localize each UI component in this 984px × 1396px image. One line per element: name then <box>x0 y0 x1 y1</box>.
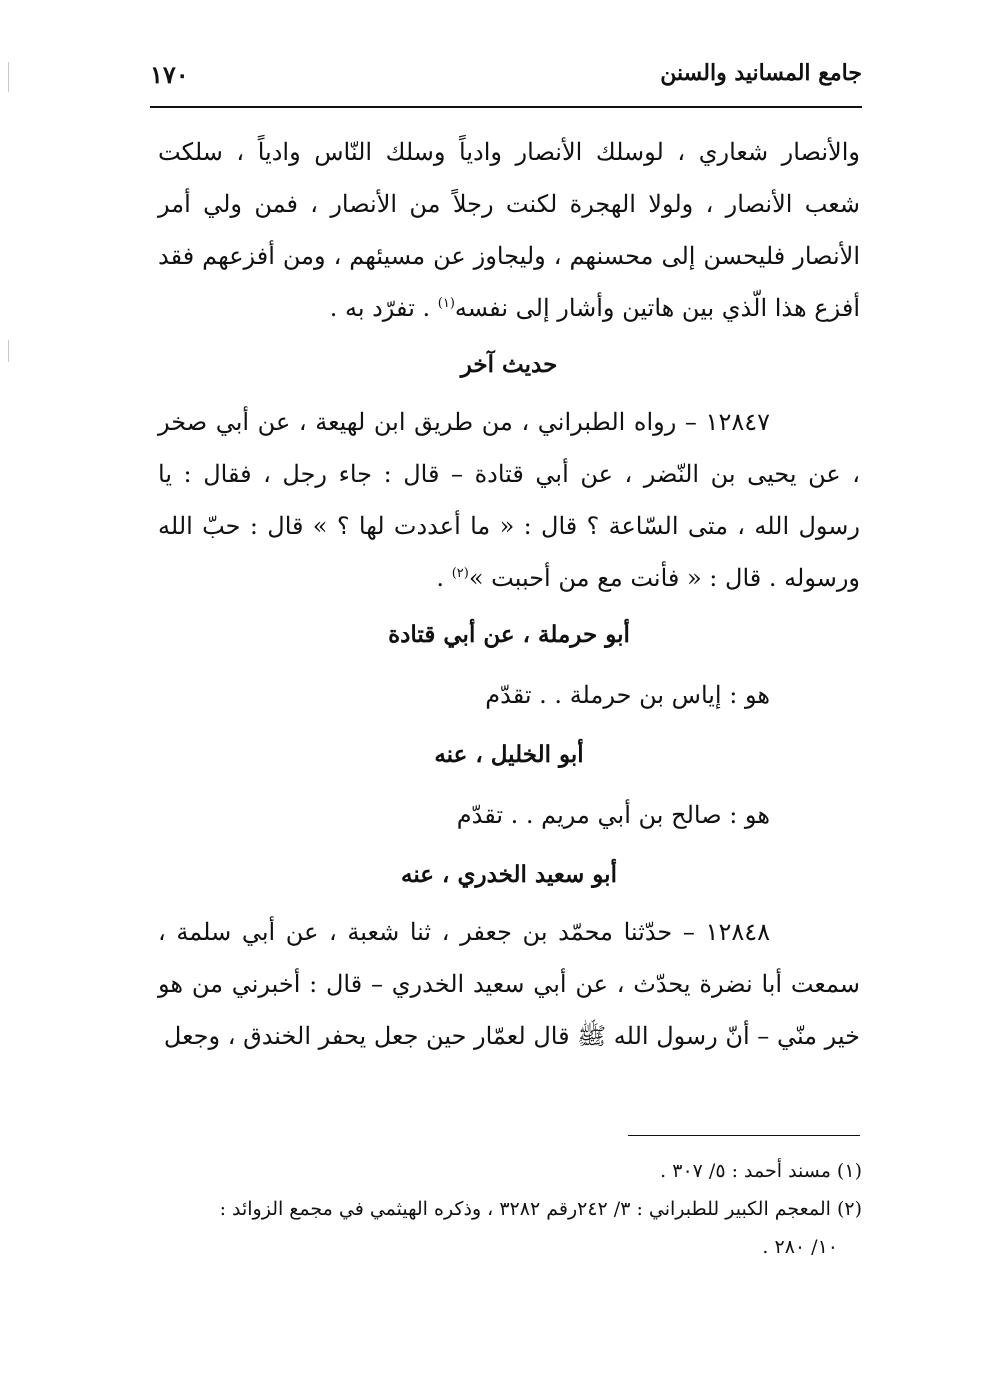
paragraph-hadith-ansar <box>158 126 860 334</box>
footnotes <box>150 1152 862 1266</box>
footnote-separator <box>628 1135 860 1136</box>
scan-margin-mark <box>8 62 9 92</box>
footnote-1: (١) مسند أحمد : ٥/ ٣٠٧ . <box>660 1160 862 1182</box>
paragraph-cross-reference: هو : إياس بن حرملة . . تقدّم <box>485 681 770 709</box>
header-rule <box>150 106 862 108</box>
footnote-2-continuation: ١٠/ ٢٨٠ . <box>762 1236 838 1258</box>
paragraph-text: ١٢٨٤٧ – رواه الطبراني ، من طريق ابن لهيعة ، عن أبي صخر ، عن يحيى بن النّضر ، عن أبي قتادة – قال : جاء رجل ، فقال : يا رسول الله ، متى السّاعة ؟ قال : « ما أعددت لها ؟ » قال : حبّ الله ورسوله . قال : « فأنت مع من أحببت » <box>158 408 860 592</box>
section-heading: أبو الخليل ، عنه <box>434 741 584 768</box>
section-heading: أبو سعيد الخدري ، عنه <box>401 861 617 888</box>
section-heading: أبو حرملة ، عن أبي قتادة <box>388 621 630 648</box>
page-header <box>150 56 862 100</box>
paragraph-hadith-12847 <box>158 396 860 604</box>
scan-margin-mark <box>8 340 9 362</box>
footnote-2: (٢) المعجم الكبير للطبراني : ٣/ ٢٤٢رقم ٣٢٨٢ ، وذكره الهيثمي في مجمع الزوائد : <box>219 1198 862 1220</box>
paragraph-hadith-12848: ١٢٨٤٨ – حدّثنا محمّد بن جعفر ، ثنا شعبة ، عن أبي سلمة ، سمعت أبا نضرة يحدّث ، عن أبي سعيد الخدري – قال : أخبرني من هو خير منّي – أنّ رسول الله ﷺ قال لعمّار حين جعل يحفر الخندق ، وجعل <box>158 918 860 1050</box>
footnote-ref-1: (١) <box>437 296 455 311</box>
section-heading: حديث آخر <box>460 351 558 378</box>
running-title: جامع المسانيد والسنن <box>660 60 862 86</box>
paragraph-cross-reference: هو : صالح بن أبي مريم . . تقدّم <box>456 801 770 829</box>
page-number: ١٧٠ <box>150 60 189 89</box>
paragraph-tail: . <box>436 564 452 592</box>
footnote-ref-2: (٢) <box>451 566 469 581</box>
paragraph-tail: . تفرّد به . <box>329 294 438 322</box>
paragraph-text: والأنصار شعاري ، لوسلك الأنصار وادياً وسلك النّاس وادياً ، سلكت شعب الأنصار ، ولولا الهجرة لكنت رجلاً من الأنصار ، فمن ولي أمر الأنصار فليحسن إلى محسنهم ، وليجاوز عن مسيئهم ، ومن أفزعهم فقد أفزع هذا الّذي بين هاتين وأشار إلى نفسه <box>158 138 860 322</box>
main-text <box>158 126 860 1062</box>
